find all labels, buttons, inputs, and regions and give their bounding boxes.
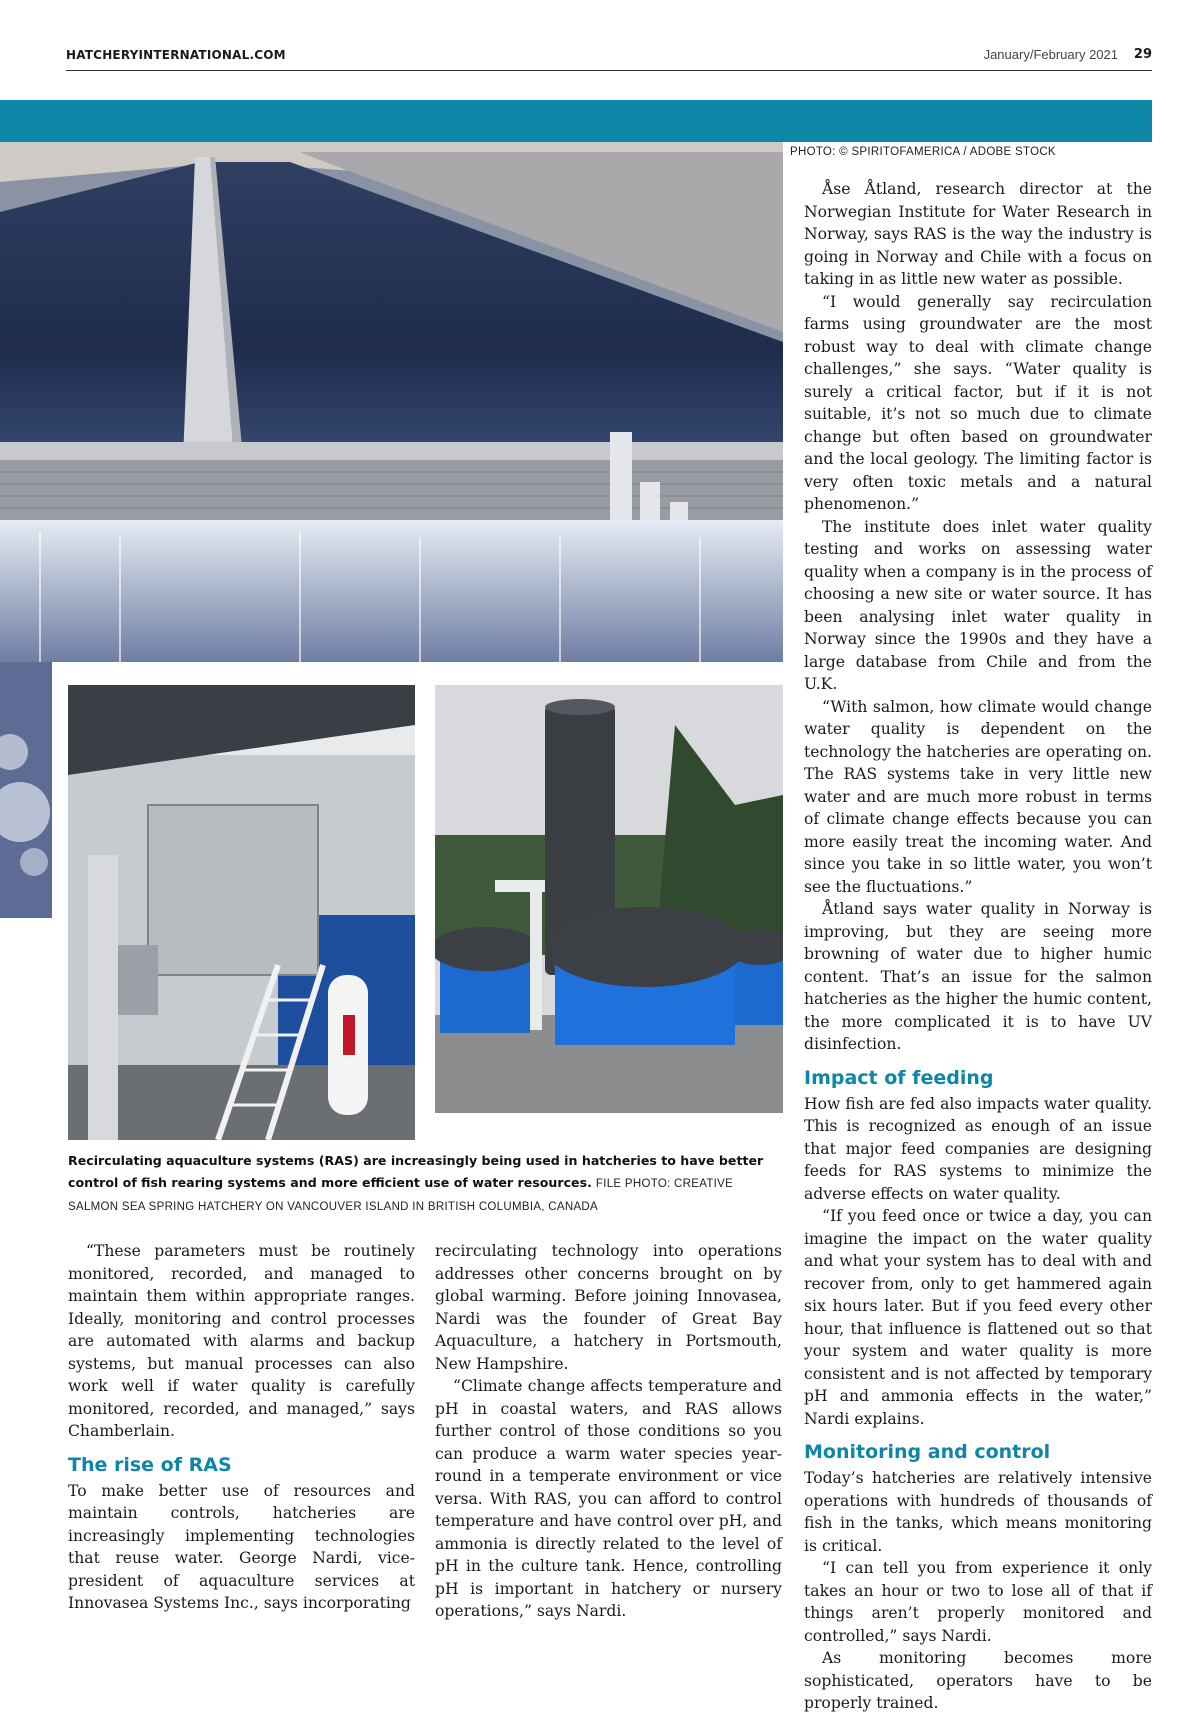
paragraph: Today’s hatcheries are relatively intensive operations with hundreds of thousands of fish in the tanks, which means monitoring is critical. — [804, 1469, 1152, 1555]
splash-photo-strip — [0, 662, 52, 918]
paragraph: “These parameters must be routinely monitored, recorded, and managed to maintain them within appropriate ranges. Ideally, monitoring and control processes are automated with alarms and backup systems, but manual processes can also work well if water quality is carefully monitored, recorded, and managed,” says Chamberlain. — [68, 1242, 415, 1440]
article-column-1 — [68, 1240, 415, 1615]
photo-caption — [68, 1150, 783, 1218]
article-column-3 — [804, 178, 1152, 1715]
inset-photo-tanks — [435, 685, 783, 1113]
paragraph: As monitoring becomes more sophisticated, operators have to be properly trained. — [804, 1649, 1152, 1712]
page-number: 29 — [1133, 47, 1152, 62]
paragraph: To make better use of resources and maintain controls, hatcheries are increasingly implementing technologies that reuse water. George Nardi, vice-president of aquaculture services at Innovasea Systems Inc., says incorporating — [68, 1481, 415, 1612]
paragraph: “If you feed once or twice a day, you can imagine the impact on the water quality and what your system has to deal with and recover from, only to get hammered again six hours later. But if you feed every other hour, that influence is flattened out so that your system and water quality is more consistent and is not affected by temporary pH and ammonia effects in the water,” Nardi explains. — [804, 1207, 1152, 1428]
accent-bar — [0, 100, 1152, 142]
article-column-2 — [435, 1240, 782, 1623]
paragraph: “With salmon, how climate would change water quality is dependent on the technology the hatcheries are operating on. The RAS systems take in very little new water and are much more robust in terms of climate change effects because you can more easily treat the incoming water. And since you take in so little water, you won’t see the fluctuations.” — [804, 697, 1152, 896]
paragraph: How fish are fed also impacts water quality. This is recognized as enough of an issue that major feed companies are designing feeds for RAS systems to minimize the adverse effects on water quality. — [804, 1094, 1152, 1203]
site-name: HATCHERYINTERNATIONAL.COM — [66, 48, 286, 62]
running-header — [66, 44, 1152, 71]
paragraph: “I would generally say recirculation farms using groundwater are the most robust way to deal with climate change challenges,” she says. “Water quality is surely a critical factor, but if it is not suitable, it’s not so much due to climate change but often based on groundwater and the local geology. The limiting factor is very often toxic metals and a natural phenomenon.” — [804, 292, 1152, 513]
hero-photo-raceway — [0, 142, 783, 662]
paragraph: “I can tell you from experience it only takes an hour or two to lose all of that if things aren’t properly monitored and controlled,” says Nardi. — [804, 1559, 1152, 1645]
caption-text: Recirculating aquaculture systems (RAS) are increasingly being used in hatcheries to have better control of fish rearing systems and more efficient use of water resources. — [68, 1153, 764, 1190]
subheading-rise-of-ras: The rise of RAS — [68, 1453, 232, 1476]
caption-credit: FILE PHOTO: CREATIVE SALMON SEA SPRING HATCHERY ON VANCOUVER ISLAND IN BRITISH COLUMBIA, CANADA — [68, 1178, 734, 1213]
issue-date: January/February 2021 — [983, 47, 1118, 62]
paragraph: recirculating technology into operations addresses other concerns brought on by global warming. Before joining Innovasea, Nardi was the founder of Great Bay Aquaculture, a hatchery in Portsmouth, New Hampshire. — [435, 1242, 782, 1373]
paragraph: “Climate change affects temperature and pH in coastal waters, and RAS allows further control of those conditions so you can produce a warm water species year-round in a temperate environment or vice versa. With RAS, you can afford to control temperature and have control over pH, and ammonia is directly related to the level of pH in the culture tank. Hence, controlling pH is important in hatchery or nursery operations,” says Nardi. — [435, 1377, 782, 1620]
paragraph: Åse Åtland, research director at the Norwegian Institute for Water Research in Norway, says RAS is the way the industry is going in Norway and Chile with a focus on taking in as little new water as possible. — [804, 180, 1152, 288]
paragraph: Åtland says water quality in Norway is improving, but they are seeing more browning of water due to higher humic content. That’s an issue for the salmon hatcheries as the higher the humic content, the more complicated it is to have UV disinfection. — [804, 900, 1152, 1053]
paragraph: The institute does inlet water quality testing and works on assessing water quality when a company is in the process of choosing a new site or water source. It has been analysing inlet water quality in Norway since the 1990s and they have a large database from Chile and from the U.K. — [804, 517, 1152, 693]
main-photo-credit: PHOTO: © SPIRITOFAMERICA / ADOBE STOCK — [790, 146, 1056, 158]
subheading-monitoring-and-control: Monitoring and control — [804, 1441, 1051, 1463]
subheading-impact-of-feeding: Impact of feeding — [804, 1066, 994, 1089]
inset-photo-filter-equipment — [68, 685, 415, 1140]
raceway-illustration — [0, 142, 783, 662]
